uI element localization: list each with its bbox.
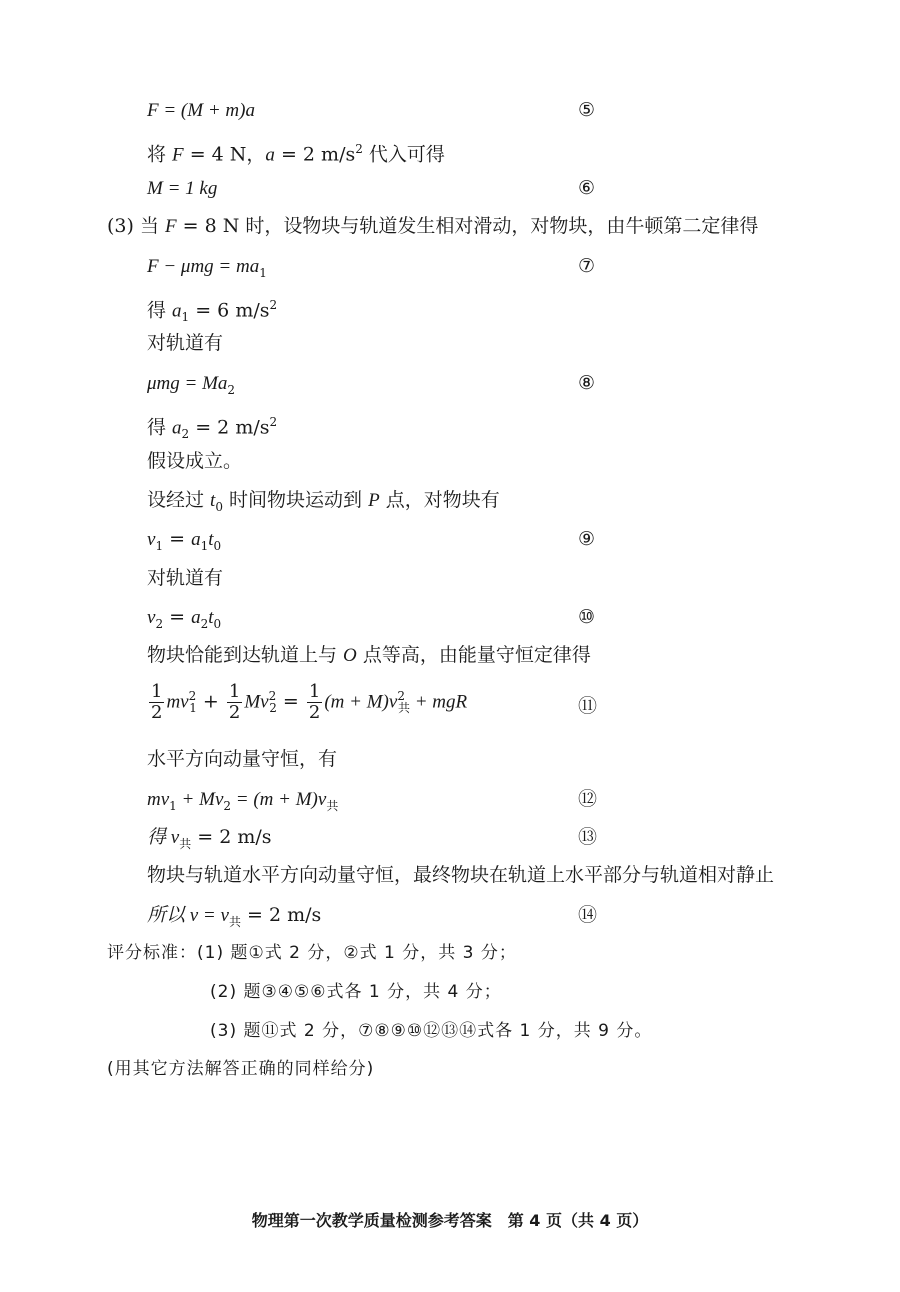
substitution-text: 将 F = 4 N，a = 2 $m/s^2$ 代入可得 bbox=[147, 142, 445, 166]
result-a2: 得 $a_2 = 2$ $m/s^2$ bbox=[147, 415, 278, 442]
marker-12: ⑫ bbox=[578, 788, 598, 810]
equation-6: M = 1 kg bbox=[147, 178, 218, 199]
marker-6: ⑥ bbox=[578, 177, 596, 199]
fraction-half-1: $\frac{1}{2}$ bbox=[151, 681, 163, 723]
conclusion-text: 物块与轨道水平方向动量守恒，最终物块在轨道上水平部分与轨道相对静止 bbox=[147, 864, 775, 886]
marker-11: ⑪ bbox=[578, 695, 598, 717]
scoring-part-1: 评分标准：(1) 题①式 2 分，②式 1 分，共 3 分； bbox=[107, 943, 517, 963]
track-text-2: 对轨道有 bbox=[147, 567, 224, 589]
marker-13: ⑬ bbox=[578, 826, 598, 848]
page-footer: 物理第一次教学质量检测参考答案 第 4 页（共 4 页） bbox=[251, 1211, 649, 1230]
track-text-1: 对轨道有 bbox=[147, 332, 224, 354]
assumption-text: 假设成立。 bbox=[147, 450, 243, 472]
energy-text: 物块恰能到达轨道上与 O 点等高，由能量守恒定律得 bbox=[147, 644, 591, 666]
fraction-half-3: $\frac{1}{2}$ bbox=[308, 681, 321, 723]
result-a1: 得 $a_1 = 6$ $m/s^2$ bbox=[147, 298, 278, 325]
scoring-note: (用其它方法解答正确的同样给分) bbox=[107, 1059, 375, 1079]
equation-10: $v_2 = a_2t_0$ bbox=[147, 606, 222, 631]
marker-5: ⑤ bbox=[578, 99, 596, 121]
marker-8: ⑧ bbox=[578, 372, 596, 394]
time-text: 设经过 $t_0$ 时间物块运动到 P 点，对物块有 bbox=[147, 489, 500, 514]
momentum-text: 水平方向动量守恒，有 bbox=[147, 748, 338, 770]
equation-9: $v_1 = a_1t_0$ bbox=[147, 528, 222, 553]
marker-14: ⑭ bbox=[578, 904, 598, 926]
marker-7: ⑦ bbox=[578, 255, 596, 277]
equation-13: 得 $v_共 = 2$ m/s bbox=[147, 826, 272, 851]
marker-10: ⑩ bbox=[578, 606, 596, 628]
equation-11: $\frac{1}{2}$ $mv^2_1$ + $\frac{1}{2}$ $Mv^2_2$ = $\frac{1}{2}$ $(m + M)v^2_共$ + mgR bbox=[151, 681, 468, 723]
equation-7: $F - \mu mg = ma_1$ bbox=[147, 256, 267, 280]
part-3-intro: (3) 当 F = 8 N 时，设物块与轨道发生相对滑动，对物块，由牛顿第二定律得 bbox=[107, 215, 759, 237]
equation-14: 所以 $v = v_共 = 2$ m/s bbox=[147, 904, 322, 929]
equation-8: $\mu mg = Ma_2$ bbox=[147, 373, 236, 397]
marker-9: ⑨ bbox=[578, 528, 596, 550]
equation-5: F = (M + m)a bbox=[147, 100, 255, 121]
scoring-part-3: (3) 题⑪式 2 分，⑦⑧⑨⑩⑫⑬⑭式各 1 分，共 9 分。 bbox=[210, 1021, 653, 1041]
fraction-half-2: $\frac{1}{2}$ bbox=[228, 681, 241, 723]
scoring-part-2: (2) 题③④⑤⑥式各 1 分，共 4 分； bbox=[210, 982, 502, 1002]
equation-12: $mv_1 + Mv_2 = (m + M)v_共$ bbox=[147, 789, 339, 813]
